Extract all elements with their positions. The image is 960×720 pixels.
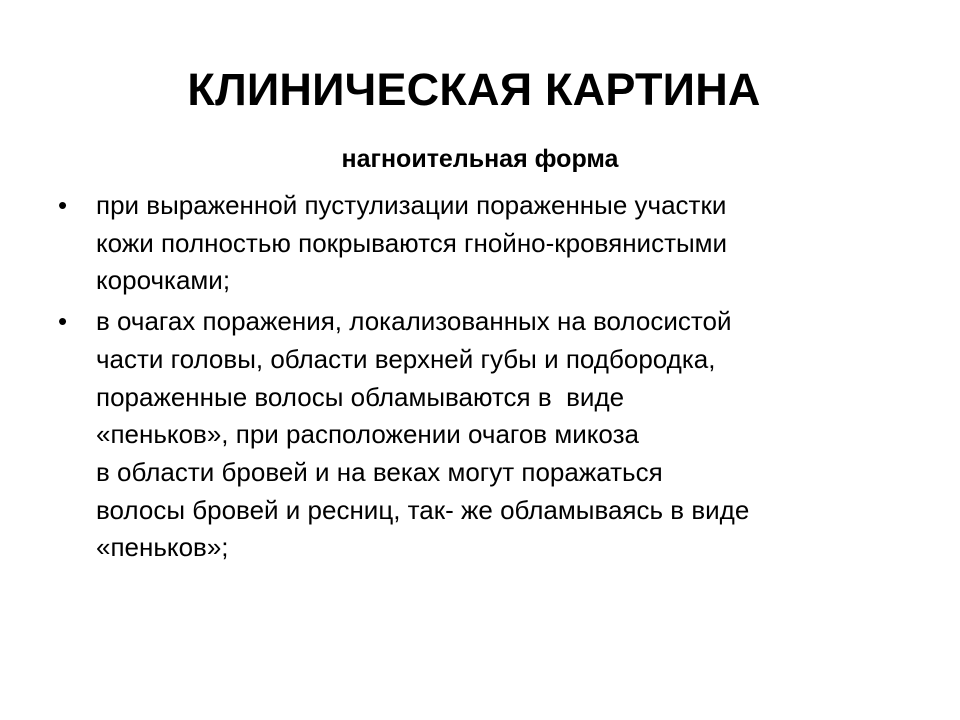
bullet-line: «пеньков»; bbox=[96, 532, 229, 563]
bullet-item-pustulization bbox=[58, 187, 918, 300]
slide-title: КЛИНИЧЕСКАЯ КАРТИНА bbox=[187, 64, 761, 115]
bullet-marker-icon: • bbox=[58, 190, 68, 220]
bullet-item-hair-breakage bbox=[58, 303, 918, 567]
bullet-line: в области бровей и на веках могут поражаться bbox=[96, 456, 663, 487]
bullet-list bbox=[58, 187, 918, 570]
bullet-line: кожи полностью покрываются гнойно-кровянистыми bbox=[96, 227, 728, 258]
slide-subtitle: нагноительная форма bbox=[341, 145, 619, 173]
bullet-line: «пеньков», при расположении очагов микоза bbox=[96, 419, 639, 450]
bullet-line: волосы бровей и ресниц, так- же обламываясь в виде bbox=[96, 494, 750, 525]
bullet-line: части головы, области верхней губы и подбородка, bbox=[96, 343, 716, 374]
bullet-line: пораженные волосы обламываются в виде bbox=[96, 381, 625, 412]
bullet-marker-icon: • bbox=[58, 306, 68, 337]
bullet-line: в очагах поражения, локализованных на волосистой bbox=[96, 306, 732, 337]
bullet-line: корочками; bbox=[96, 265, 231, 296]
bullet-line: при выраженной пустулизации пораженные участки bbox=[96, 190, 727, 220]
